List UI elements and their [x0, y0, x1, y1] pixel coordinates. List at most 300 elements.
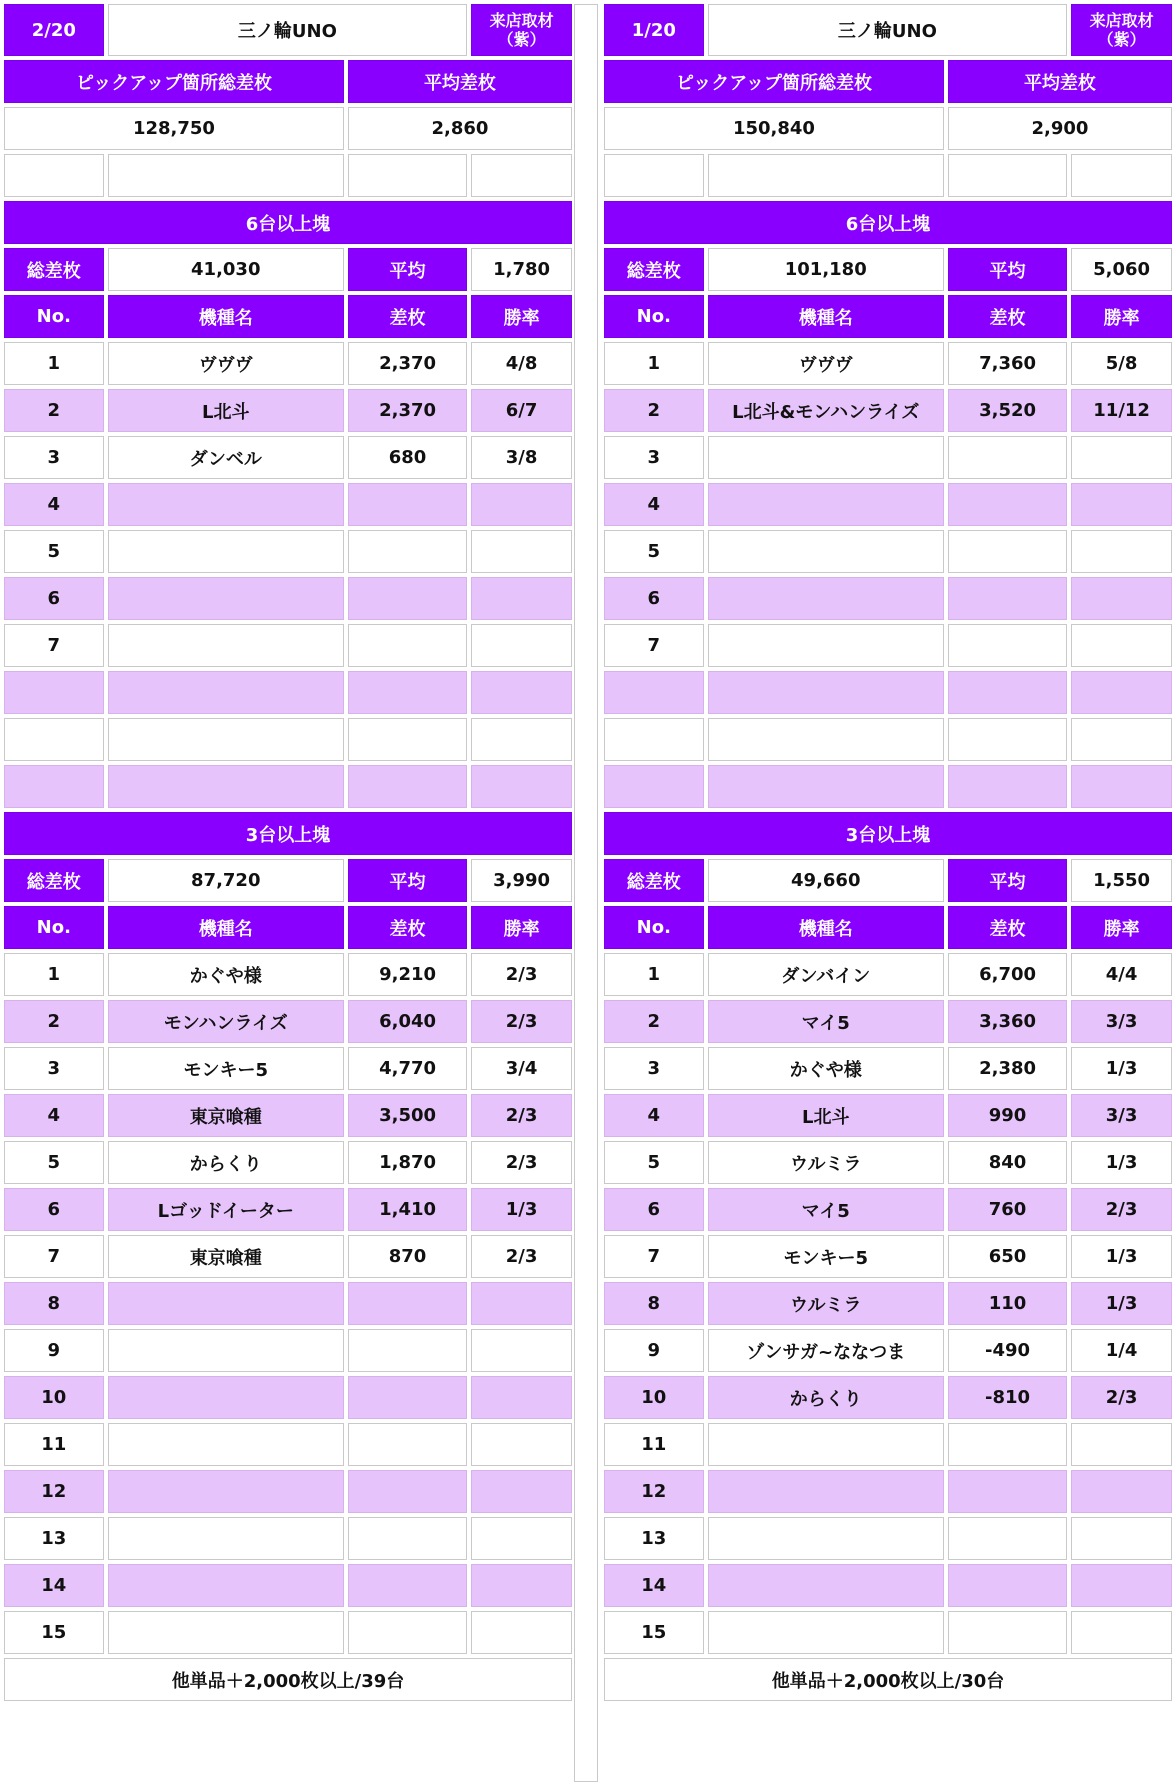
table-row — [4, 1235, 572, 1278]
total-diff-value: 87,720 — [108, 859, 344, 902]
coin-diff: 9,210 — [348, 953, 467, 996]
header-row — [4, 4, 572, 56]
empty-cell — [948, 154, 1067, 197]
win-rate — [471, 1564, 572, 1607]
win-rate — [1071, 1470, 1172, 1513]
table-row — [4, 765, 572, 808]
machine-name — [108, 1611, 344, 1654]
table-row — [4, 953, 572, 996]
pickup-average-label: 平均差枚 — [348, 60, 572, 103]
total-diff-label: 総差枚 — [604, 248, 704, 291]
total-diff-value: 49,660 — [708, 859, 944, 902]
table-row — [4, 342, 572, 385]
table-row — [4, 1564, 572, 1607]
row-number: 14 — [4, 1564, 104, 1607]
three-unit-block-title-row — [604, 812, 1172, 855]
pickup-total-label: ピックアップ箇所総差枚 — [4, 60, 344, 103]
pickup-label-row — [604, 60, 1172, 103]
column-header-model: 機種名 — [108, 295, 344, 338]
row-number: 9 — [4, 1329, 104, 1372]
machine-name — [108, 718, 344, 761]
coin-diff — [348, 1282, 467, 1325]
column-header-winrate: 勝率 — [1071, 906, 1172, 949]
column-header-diff: 差枚 — [348, 906, 467, 949]
table-row — [4, 1094, 572, 1137]
row-number: 2 — [604, 1000, 704, 1043]
table-row — [4, 1188, 572, 1231]
machine-name — [108, 1470, 344, 1513]
header-row — [604, 4, 1172, 56]
average-label: 平均 — [948, 248, 1067, 291]
machine-name: Lゴッドイーター — [108, 1188, 344, 1231]
report-date: 2/20 — [4, 4, 104, 56]
machine-name: ゾンサガ~ななつま — [708, 1329, 944, 1372]
six-unit-block-column-header-row — [604, 295, 1172, 338]
column-header-diff: 差枚 — [948, 906, 1067, 949]
table-row — [604, 1282, 1172, 1325]
coin-diff: 3,360 — [948, 1000, 1067, 1043]
machine-name — [708, 765, 944, 808]
average-value: 3,990 — [471, 859, 572, 902]
win-rate — [471, 765, 572, 808]
average-label: 平均 — [348, 248, 467, 291]
win-rate — [471, 1423, 572, 1466]
row-number: 4 — [4, 1094, 104, 1137]
machine-name: ウルミラ — [708, 1282, 944, 1325]
coin-diff — [348, 1329, 467, 1372]
coverage-badge-line: 来店取材 — [1089, 11, 1154, 30]
coin-diff: 760 — [948, 1188, 1067, 1231]
win-rate — [471, 1611, 572, 1654]
coin-diff — [348, 1470, 467, 1513]
row-number: 7 — [604, 624, 704, 667]
coin-diff — [348, 530, 467, 573]
coin-diff: 3,520 — [948, 389, 1067, 432]
coin-diff: 680 — [348, 436, 467, 479]
right-report-panel — [600, 0, 1176, 1705]
table-row — [604, 1470, 1172, 1513]
table-row — [604, 1047, 1172, 1090]
win-rate — [1071, 765, 1172, 808]
row-number — [4, 718, 104, 761]
row-number: 11 — [4, 1423, 104, 1466]
three-unit-block-title: 3台以上塊 — [604, 812, 1172, 855]
coin-diff — [948, 624, 1067, 667]
row-number — [604, 671, 704, 714]
win-rate — [1071, 1423, 1172, 1466]
row-number: 1 — [604, 342, 704, 385]
six-unit-block-title-row — [4, 201, 572, 244]
win-rate — [471, 1517, 572, 1560]
row-number: 3 — [4, 436, 104, 479]
row-number: 5 — [604, 1141, 704, 1184]
table-row — [4, 1517, 572, 1560]
table-row — [4, 624, 572, 667]
row-number: 13 — [4, 1517, 104, 1560]
win-rate — [471, 1282, 572, 1325]
coin-diff — [348, 1564, 467, 1607]
coin-diff: 1,410 — [348, 1188, 467, 1231]
row-number: 5 — [4, 1141, 104, 1184]
row-number: 8 — [604, 1282, 704, 1325]
table-row — [604, 577, 1172, 620]
column-header-no: No. — [4, 295, 104, 338]
machine-name — [108, 1376, 344, 1419]
total-diff-value: 41,030 — [108, 248, 344, 291]
win-rate — [1071, 1517, 1172, 1560]
win-rate — [471, 1329, 572, 1372]
three-unit-block-title-row — [4, 812, 572, 855]
table-row — [604, 1564, 1172, 1607]
coin-diff: 870 — [348, 1235, 467, 1278]
machine-name: からくり — [108, 1141, 344, 1184]
coverage-badge — [1071, 4, 1172, 56]
row-number: 6 — [604, 1188, 704, 1231]
row-number: 1 — [4, 953, 104, 996]
win-rate: 2/3 — [471, 1094, 572, 1137]
row-number: 6 — [4, 1188, 104, 1231]
win-rate — [1071, 1564, 1172, 1607]
row-number: 2 — [4, 389, 104, 432]
coin-diff: 2,370 — [348, 342, 467, 385]
table-row — [4, 483, 572, 526]
table-row — [604, 1611, 1172, 1654]
table-row — [604, 342, 1172, 385]
machine-name — [708, 436, 944, 479]
win-rate: 2/3 — [471, 1235, 572, 1278]
coin-diff: 7,360 — [948, 342, 1067, 385]
row-number: 4 — [604, 483, 704, 526]
win-rate: 1/4 — [1071, 1329, 1172, 1372]
machine-name — [108, 1282, 344, 1325]
row-number: 6 — [604, 577, 704, 620]
row-number: 10 — [604, 1376, 704, 1419]
spacer-row — [604, 154, 1172, 197]
table-row — [604, 1423, 1172, 1466]
machine-name — [708, 530, 944, 573]
row-number: 7 — [4, 624, 104, 667]
store-name: 三ノ輪UNO — [108, 4, 468, 56]
table-row — [604, 1235, 1172, 1278]
coin-diff: 6,700 — [948, 953, 1067, 996]
table-row — [604, 530, 1172, 573]
row-number: 15 — [604, 1611, 704, 1654]
row-number: 12 — [4, 1470, 104, 1513]
machine-name — [108, 577, 344, 620]
pickup-average-value: 2,900 — [948, 107, 1172, 150]
machine-name: 東京喰種 — [108, 1235, 344, 1278]
coin-diff — [948, 1564, 1067, 1607]
column-header-diff: 差枚 — [948, 295, 1067, 338]
table-row — [4, 1423, 572, 1466]
table-row — [604, 1094, 1172, 1137]
pickup-value-row — [604, 107, 1172, 150]
empty-cell — [604, 154, 704, 197]
row-number: 7 — [4, 1235, 104, 1278]
machine-name — [108, 1517, 344, 1560]
table-row — [4, 1000, 572, 1043]
row-number: 4 — [604, 1094, 704, 1137]
machine-name — [108, 1564, 344, 1607]
win-rate — [471, 624, 572, 667]
coverage-badge-line: （紫） — [497, 30, 546, 49]
empty-cell — [708, 154, 944, 197]
coin-diff — [348, 1517, 467, 1560]
coin-diff — [948, 436, 1067, 479]
win-rate: 6/7 — [471, 389, 572, 432]
three-unit-block-summary-row — [4, 859, 572, 902]
coverage-badge — [471, 4, 572, 56]
win-rate: 2/3 — [1071, 1376, 1172, 1419]
table-row — [4, 718, 572, 761]
machine-name: ヴヴヴ — [108, 342, 344, 385]
win-rate — [1071, 718, 1172, 761]
coin-diff: 840 — [948, 1141, 1067, 1184]
table-row — [604, 436, 1172, 479]
report-table — [600, 0, 1176, 1705]
column-header-diff: 差枚 — [348, 295, 467, 338]
empty-cell — [1071, 154, 1172, 197]
footer-note: 他単品＋2,000枚以上/30台 — [604, 1658, 1172, 1701]
win-rate: 1/3 — [1071, 1047, 1172, 1090]
machine-name — [708, 1423, 944, 1466]
machine-name — [108, 624, 344, 667]
machine-name — [708, 671, 944, 714]
machine-name: マイ5 — [708, 1188, 944, 1231]
table-row — [604, 671, 1172, 714]
win-rate: 11/12 — [1071, 389, 1172, 432]
table-row — [4, 577, 572, 620]
table-row — [604, 1188, 1172, 1231]
win-rate — [1071, 624, 1172, 667]
coin-diff: -810 — [948, 1376, 1067, 1419]
coverage-badge-line: 来店取材 — [489, 11, 554, 30]
row-number: 1 — [4, 342, 104, 385]
row-number — [4, 671, 104, 714]
pickup-average-value: 2,860 — [348, 107, 572, 150]
machine-name: ダンバイン — [708, 953, 944, 996]
win-rate: 3/4 — [471, 1047, 572, 1090]
coin-diff: 110 — [948, 1282, 1067, 1325]
machine-name — [708, 624, 944, 667]
three-unit-block-title: 3台以上塊 — [4, 812, 572, 855]
column-header-no: No. — [604, 906, 704, 949]
column-header-winrate: 勝率 — [471, 295, 572, 338]
pickup-value-row — [4, 107, 572, 150]
report-date: 1/20 — [604, 4, 704, 56]
six-unit-block-title: 6台以上塊 — [604, 201, 1172, 244]
row-number — [4, 765, 104, 808]
coin-diff — [948, 1470, 1067, 1513]
column-header-winrate: 勝率 — [1071, 295, 1172, 338]
total-diff-label: 総差枚 — [4, 248, 104, 291]
six-unit-block-column-header-row — [4, 295, 572, 338]
coin-diff: 990 — [948, 1094, 1067, 1137]
empty-cell — [108, 154, 344, 197]
table-row — [604, 1517, 1172, 1560]
machine-name: かぐや様 — [108, 953, 344, 996]
win-rate — [471, 671, 572, 714]
row-number: 3 — [4, 1047, 104, 1090]
win-rate: 3/8 — [471, 436, 572, 479]
column-separator — [574, 4, 598, 1782]
win-rate: 1/3 — [471, 1188, 572, 1231]
coin-diff — [348, 765, 467, 808]
win-rate: 2/3 — [471, 1141, 572, 1184]
coin-diff — [948, 671, 1067, 714]
table-row — [4, 530, 572, 573]
coin-diff: 6,040 — [348, 1000, 467, 1043]
row-number: 10 — [4, 1376, 104, 1419]
pickup-total-value: 150,840 — [604, 107, 944, 150]
row-number: 3 — [604, 436, 704, 479]
coin-diff — [348, 1611, 467, 1654]
table-row — [604, 624, 1172, 667]
average-label: 平均 — [348, 859, 467, 902]
report-table — [0, 0, 576, 1705]
machine-name: L北斗 — [708, 1094, 944, 1137]
machine-name — [108, 765, 344, 808]
win-rate: 3/3 — [1071, 1094, 1172, 1137]
row-number: 11 — [604, 1423, 704, 1466]
table-row — [4, 671, 572, 714]
coin-diff — [348, 483, 467, 526]
column-header-model: 機種名 — [708, 295, 944, 338]
coin-diff — [948, 765, 1067, 808]
spacer-row — [4, 154, 572, 197]
table-row — [4, 1047, 572, 1090]
six-unit-block-title-row — [604, 201, 1172, 244]
win-rate: 1/3 — [1071, 1141, 1172, 1184]
win-rate — [471, 1376, 572, 1419]
machine-name — [108, 1329, 344, 1372]
table-row — [604, 1000, 1172, 1043]
row-number: 5 — [604, 530, 704, 573]
total-diff-value: 101,180 — [708, 248, 944, 291]
row-number: 15 — [4, 1611, 104, 1654]
table-row — [4, 1376, 572, 1419]
coin-diff: -490 — [948, 1329, 1067, 1372]
footer-row — [604, 1658, 1172, 1701]
machine-name — [708, 1470, 944, 1513]
row-number: 2 — [4, 1000, 104, 1043]
machine-name: ウルミラ — [708, 1141, 944, 1184]
win-rate — [471, 530, 572, 573]
win-rate — [1071, 436, 1172, 479]
empty-cell — [348, 154, 467, 197]
win-rate — [1071, 671, 1172, 714]
table-row — [4, 1141, 572, 1184]
machine-name: 東京喰種 — [108, 1094, 344, 1137]
win-rate: 4/8 — [471, 342, 572, 385]
row-number: 6 — [4, 577, 104, 620]
six-unit-block-summary-row — [604, 248, 1172, 291]
machine-name — [708, 1564, 944, 1607]
footer-row — [4, 1658, 572, 1701]
average-label: 平均 — [948, 859, 1067, 902]
row-number: 2 — [604, 389, 704, 432]
column-header-model: 機種名 — [108, 906, 344, 949]
six-unit-block-summary-row — [4, 248, 572, 291]
coin-diff — [348, 671, 467, 714]
win-rate: 2/3 — [1071, 1188, 1172, 1231]
machine-name: からくり — [708, 1376, 944, 1419]
win-rate: 4/4 — [1071, 953, 1172, 996]
average-value: 1,550 — [1071, 859, 1172, 902]
empty-cell — [471, 154, 572, 197]
coin-diff — [948, 483, 1067, 526]
left-report-panel — [0, 0, 576, 1705]
row-number — [604, 718, 704, 761]
coin-diff: 1,870 — [348, 1141, 467, 1184]
total-diff-label: 総差枚 — [604, 859, 704, 902]
row-number: 9 — [604, 1329, 704, 1372]
row-number: 13 — [604, 1517, 704, 1560]
coin-diff: 3,500 — [348, 1094, 467, 1137]
footer-note: 他単品＋2,000枚以上/39台 — [4, 1658, 572, 1701]
machine-name: L北斗&モンハンライズ — [708, 389, 944, 432]
win-rate: 3/3 — [1071, 1000, 1172, 1043]
pickup-label-row — [4, 60, 572, 103]
machine-name — [108, 671, 344, 714]
column-header-model: 機種名 — [708, 906, 944, 949]
six-unit-block-title: 6台以上塊 — [4, 201, 572, 244]
column-header-winrate: 勝率 — [471, 906, 572, 949]
machine-name — [708, 1611, 944, 1654]
coin-diff — [948, 577, 1067, 620]
win-rate — [471, 1470, 572, 1513]
row-number: 12 — [604, 1470, 704, 1513]
coin-diff — [948, 718, 1067, 761]
pickup-average-label: 平均差枚 — [948, 60, 1172, 103]
table-row — [604, 1376, 1172, 1419]
table-row — [4, 1329, 572, 1372]
coin-diff — [948, 1517, 1067, 1560]
coin-diff — [348, 1423, 467, 1466]
table-row — [4, 1282, 572, 1325]
win-rate: 2/3 — [471, 1000, 572, 1043]
win-rate — [471, 577, 572, 620]
coin-diff — [348, 1376, 467, 1419]
machine-name: ヴヴヴ — [708, 342, 944, 385]
three-unit-block-column-header-row — [4, 906, 572, 949]
machine-name — [108, 483, 344, 526]
row-number: 7 — [604, 1235, 704, 1278]
coin-diff — [948, 1423, 1067, 1466]
coin-diff — [348, 624, 467, 667]
coin-diff — [948, 1611, 1067, 1654]
machine-name — [708, 577, 944, 620]
table-row — [604, 765, 1172, 808]
table-row — [4, 436, 572, 479]
table-row — [604, 1329, 1172, 1372]
machine-name — [708, 718, 944, 761]
win-rate — [1071, 530, 1172, 573]
machine-name: マイ5 — [708, 1000, 944, 1043]
machine-name: かぐや様 — [708, 1047, 944, 1090]
machine-name: モンキー5 — [708, 1235, 944, 1278]
coin-diff: 2,380 — [948, 1047, 1067, 1090]
machine-name: ダンベル — [108, 436, 344, 479]
three-unit-block-summary-row — [604, 859, 1172, 902]
coin-diff: 2,370 — [348, 389, 467, 432]
coin-diff — [948, 530, 1067, 573]
machine-name — [708, 483, 944, 526]
machine-name — [108, 530, 344, 573]
row-number: 5 — [4, 530, 104, 573]
store-name: 三ノ輪UNO — [708, 4, 1068, 56]
pickup-total-label: ピックアップ箇所総差枚 — [604, 60, 944, 103]
